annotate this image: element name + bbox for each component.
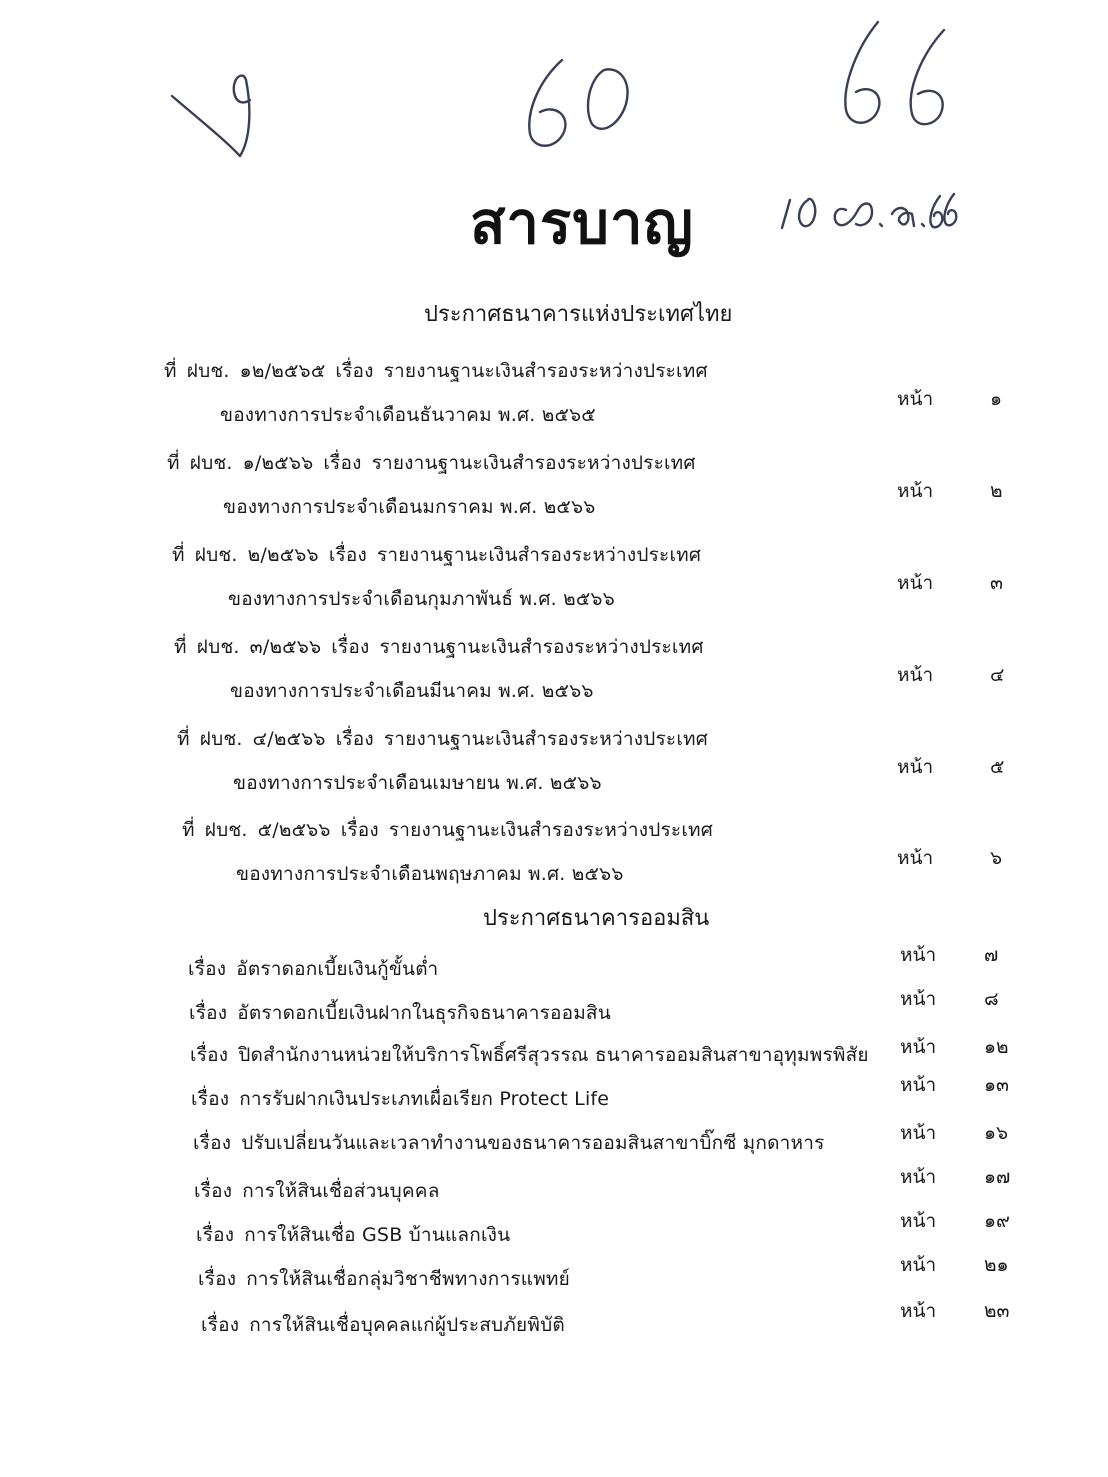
toc-item — [0, 1210, 1108, 1260]
page-number: ๕ — [990, 756, 1005, 778]
page-number: ๑ — [990, 388, 1003, 410]
page-number: ๑๓ — [984, 1074, 1010, 1096]
toc-item — [0, 1036, 1108, 1080]
page-label: หน้า — [897, 480, 934, 502]
handwritten-number-66-digit-6b — [911, 30, 944, 124]
entry-code: ฝบช. — [199, 728, 243, 750]
entry-code: ฝบช. — [189, 452, 233, 474]
entry-period-line: ของทางการประจำเดือนกุมภาพันธ์ พ.ศ. ๒๕๖๖ — [228, 588, 615, 610]
entry-code: ฝบช. — [194, 544, 238, 566]
page-number: ๑๒ — [984, 1036, 1009, 1058]
entry-subject: รายงานฐานะเงินสำรองระหว่างประเทศ — [388, 819, 713, 841]
item-subject: การให้สินเชื่อส่วนบุคคล — [242, 1180, 440, 1202]
section-heading-bot: ประกาศธนาคารแห่งประเทศไทย — [424, 302, 733, 327]
entry-number: ๓/๒๕๖๖ — [249, 636, 322, 658]
page-number: ๖ — [990, 847, 1003, 869]
entry-subject: รายงานฐานะเงินสำรองระหว่างประเทศ — [371, 452, 696, 474]
page-number: ๑๗ — [984, 1166, 1011, 1188]
page-label: หน้า — [897, 664, 934, 686]
entry-period-line: ของทางการประจำเดือนมีนาคม พ.ศ. ๒๕๖๖ — [230, 680, 594, 702]
page-label: หน้า — [900, 1254, 937, 1276]
entry-subject-label: เรื่อง — [335, 360, 374, 382]
page-label: หน้า — [900, 1036, 937, 1058]
toc-entry — [0, 448, 1108, 538]
item-line — [194, 1176, 440, 1206]
handwritten-number-60-digit-0 — [588, 69, 628, 128]
page-label: หน้า — [900, 1166, 937, 1188]
page-number: ๒๓ — [984, 1300, 1010, 1322]
entry-period-line: ของทางการประจำเดือนพฤษภาคม พ.ศ. ๒๕๖๖ — [236, 863, 624, 885]
entry-heading-line — [182, 815, 713, 845]
handwritten-date-1 — [782, 200, 790, 228]
entry-prefix: ที่ — [172, 544, 185, 566]
toc-item — [0, 988, 1108, 1038]
toc-entry — [0, 724, 1108, 814]
item-subject-label: เรื่อง — [189, 1002, 228, 1024]
entry-code: ฝบช. — [196, 636, 240, 658]
item-line — [188, 954, 438, 984]
item-subject: ปรับเปลี่ยนวันและเวลาทำงานของธนาคารออมสินสาขาบิ๊กซี มุกดาหาร — [241, 1132, 825, 1154]
entry-heading-line — [177, 724, 708, 754]
entry-heading-line — [164, 356, 708, 386]
entry-prefix: ที่ — [174, 636, 187, 658]
page-number: ๑๙ — [984, 1210, 1010, 1232]
page-number: ๗ — [984, 944, 999, 966]
toc-item — [0, 1254, 1108, 1304]
page-label: หน้า — [897, 847, 934, 869]
entry-subject: รายงานฐานะเงินสำรองระหว่างประเทศ — [383, 360, 708, 382]
toc-item — [0, 1074, 1108, 1124]
handwritten-date-dot2 — [922, 224, 924, 226]
page-label: หน้า — [897, 572, 934, 594]
entry-period-line: ของทางการประจำเดือนมกราคม พ.ศ. ๒๕๖๖ — [223, 496, 596, 518]
page-title: สารบาญ — [470, 189, 694, 257]
entry-prefix: ที่ — [164, 360, 177, 382]
entry-prefix: ที่ — [182, 819, 195, 841]
item-subject: การให้สินเชื่อ GSB บ้านแลกเงิน — [244, 1224, 511, 1246]
item-line — [201, 1310, 565, 1340]
handwritten-date-0 — [799, 199, 815, 226]
page-number: ๘ — [984, 988, 999, 1010]
item-subject-label: เรื่อง — [190, 1044, 229, 1066]
entry-prefix: ที่ — [177, 728, 190, 750]
toc-item — [0, 944, 1108, 994]
item-subject: อัตราดอกเบี้ยเงินฝากในธุรกิจธนาคารออมสิน — [237, 1002, 611, 1024]
item-subject-label: เรื่อง — [188, 958, 227, 980]
entry-number: ๔/๒๕๖๖ — [252, 728, 326, 750]
entry-subject: รายงานฐานะเงินสำรองระหว่างประเทศ — [383, 728, 708, 750]
entry-subject-label: เรื่อง — [335, 728, 374, 750]
entry-number: ๕/๒๕๖๖ — [257, 819, 331, 841]
item-line — [191, 1084, 609, 1114]
toc-item — [0, 1166, 1108, 1216]
page-label: หน้า — [900, 1122, 937, 1144]
item-subject: อัตราดอกเบี้ยเงินกู้ขั้นต่ำ — [236, 958, 439, 980]
item-line — [190, 1040, 869, 1070]
entry-code: ฝบช. — [204, 819, 248, 841]
page-label: หน้า — [897, 388, 934, 410]
toc-entry — [0, 356, 1108, 446]
page-number: ๒ — [990, 480, 1003, 502]
entry-subject-label: เรื่อง — [340, 819, 379, 841]
handwritten-date-kho — [892, 208, 914, 226]
section-heading-gsb: ประกาศธนาคารออมสิน — [483, 906, 710, 931]
entry-number: ๑๒/๒๕๖๕ — [239, 360, 326, 382]
item-subject: การให้สินเชื่อกลุ่มวิชาชีพทางการแพทย์ — [246, 1268, 570, 1290]
page-number: ๔ — [990, 664, 1005, 686]
entry-number: ๑/๒๕๖๖ — [242, 452, 314, 474]
item-subject: ปิดสำนักงานหน่วยให้บริการโพธิ์ศรีสุวรรณ ธนาคารออมสินสาขาอุทุมพรพิสัย — [238, 1044, 869, 1066]
handwritten-number-60-digit-6 — [529, 60, 565, 146]
toc-entry — [0, 815, 1108, 905]
handwritten-check-mark — [172, 76, 250, 156]
entry-heading-line — [174, 632, 704, 662]
entry-subject-label: เรื่อง — [323, 452, 362, 474]
handwritten-date-so — [835, 204, 872, 226]
item-subject-label: เรื่อง — [191, 1088, 230, 1110]
handwritten-date-66 — [930, 194, 956, 227]
toc-item — [0, 1300, 1108, 1350]
entry-subject-label: เรื่อง — [328, 544, 368, 566]
item-subject-label: เรื่อง — [193, 1132, 232, 1154]
item-subject-label: เรื่อง — [196, 1224, 235, 1246]
handwritten-number-66-digit-6a — [845, 22, 879, 123]
entry-subject: รายงานฐานะเงินสำรองระหว่างประเทศ — [377, 544, 702, 566]
item-line — [193, 1128, 825, 1158]
entry-heading-line — [167, 448, 696, 478]
item-line — [189, 998, 611, 1028]
page-number: ๒๑ — [984, 1254, 1009, 1276]
page-label: หน้า — [900, 988, 937, 1010]
toc-entry — [0, 540, 1108, 630]
entry-period-line: ของทางการประจำเดือนเมษายน พ.ศ. ๒๕๖๖ — [233, 772, 602, 794]
item-subject-label: เรื่อง — [198, 1268, 237, 1290]
entry-prefix: ที่ — [167, 452, 180, 474]
page-number: ๓ — [990, 572, 1003, 594]
item-line — [196, 1220, 510, 1250]
page-label: หน้า — [900, 1210, 937, 1232]
item-line — [198, 1264, 570, 1294]
page-label: หน้า — [900, 1074, 937, 1096]
entry-subject: รายงานฐานะเงินสำรองระหว่างประเทศ — [379, 636, 704, 658]
entry-subject-label: เรื่อง — [331, 636, 370, 658]
entry-heading-line — [172, 540, 701, 570]
item-subject: การให้สินเชื่อบุคคลแก่ผู้ประสบภัยพิบัติ — [249, 1314, 565, 1336]
page-label: หน้า — [897, 756, 934, 778]
page-label: หน้า — [900, 944, 937, 966]
entry-period-line: ของทางการประจำเดือนธันวาคม พ.ศ. ๒๕๖๕ — [220, 404, 596, 426]
entry-number: ๒/๒๕๖๖ — [247, 544, 319, 566]
page-label: หน้า — [900, 1300, 937, 1322]
toc-item — [0, 1122, 1108, 1168]
page-number: ๑๖ — [984, 1122, 1009, 1144]
entry-code: ฝบช. — [186, 360, 230, 382]
handwritten-date-dot1 — [880, 224, 882, 226]
toc-entry — [0, 632, 1108, 722]
item-subject-label: เรื่อง — [201, 1314, 240, 1336]
item-subject: การรับฝากเงินประเภทเผื่อเรียก Protect Life — [239, 1088, 610, 1110]
item-subject-label: เรื่อง — [194, 1180, 233, 1202]
